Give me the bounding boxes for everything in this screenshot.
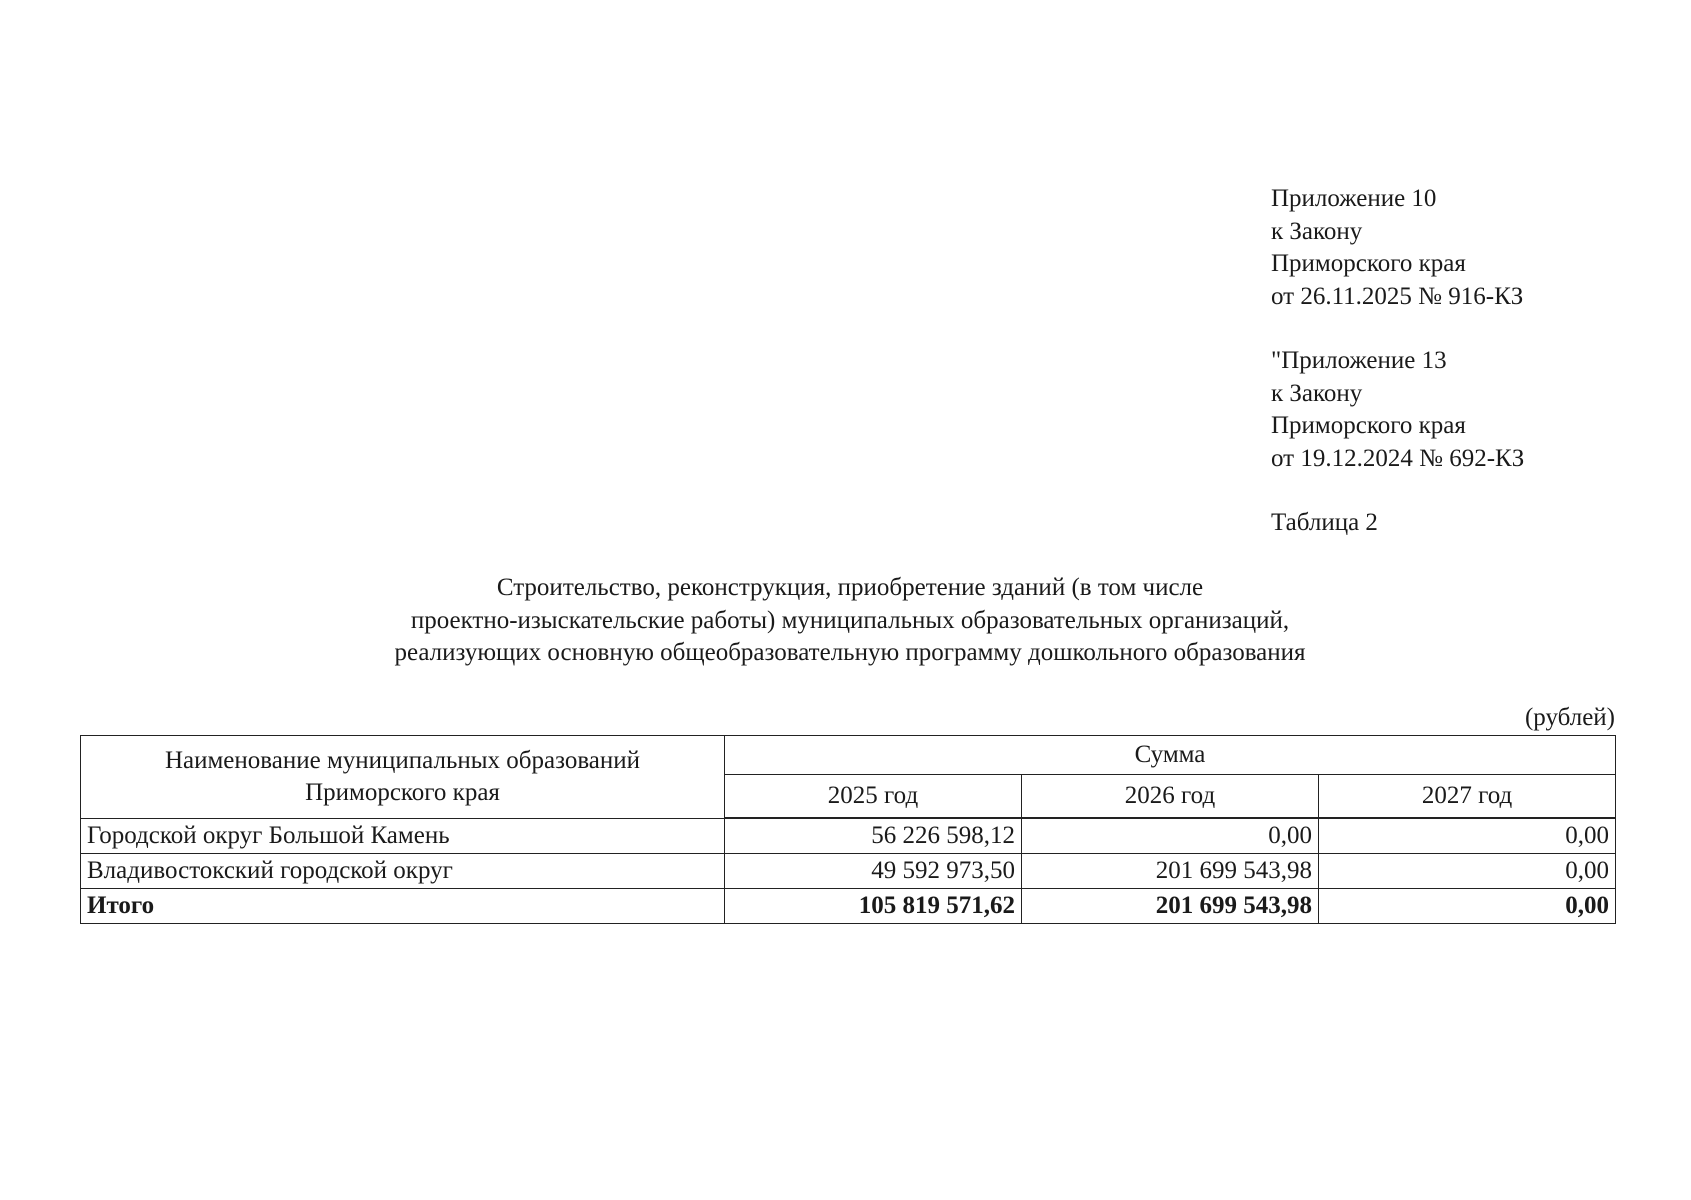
annex-amended-line: Приморского края [1271,412,1466,439]
document-title-line: проектно-изыскательские работы) муниципальных образовательных организаций, [410,606,1290,634]
municipality-header-line: Наименование муниципальных образований [164,746,641,774]
municipality-name-cell: Городской округ Большой Камень [81,818,725,854]
table-row [81,818,1616,854]
annex-current-line: Приложение 10 [1271,185,1437,212]
total-label-cell: Итого [81,889,725,924]
municipality-header-line: Приморского края [305,778,500,806]
table-row [81,854,1616,889]
annex-current-reference [1271,183,1524,313]
amount-cell: 0,00 [1319,854,1616,889]
budget-table [80,735,1616,924]
annex-current-line: к Закону [1271,217,1363,245]
annex-current-line: Приморского края [1271,250,1466,277]
year-2026-header: 2026 год [1022,775,1319,819]
sum-column-header: Сумма [725,736,1616,775]
year-2027-header: 2027 год [1319,775,1616,819]
document-title-line: реализующих основную общеобразовательную программу дошкольного образования [394,639,1306,666]
municipality-column-header [81,736,725,819]
table-label: Таблица 2 [1271,509,1378,536]
amount-cell: 0,00 [1022,818,1319,854]
annex-amended-reference [1271,345,1524,475]
annex-current-line: от 26.11.2025 № 916-КЗ [1271,282,1524,310]
annex-amended-line: "Приложение 13 [1271,347,1447,374]
total-amount-cell: 0,00 [1319,889,1616,924]
amount-cell: 56 226 598,12 [725,818,1022,854]
year-2025-header: 2025 год [725,775,1022,819]
amount-cell: 201 699 543,98 [1022,854,1319,889]
document-title-line: Строительство, реконструкция, приобретение зданий (в том числе [496,574,1204,601]
municipality-name-cell: Владивостокский городской округ [81,854,725,889]
document-title [80,572,1620,670]
annex-amended-line: к Закону [1271,379,1363,407]
amount-cell: 49 592 973,50 [725,854,1022,889]
annex-amended-line: от 19.12.2024 № 692-КЗ [1271,444,1525,472]
total-row [81,889,1616,924]
units-label: (рублей) [1524,704,1615,731]
total-amount-cell: 105 819 571,62 [725,889,1022,924]
annex-header [1271,183,1524,540]
total-amount-cell: 201 699 543,98 [1022,889,1319,924]
amount-cell: 0,00 [1319,818,1616,854]
